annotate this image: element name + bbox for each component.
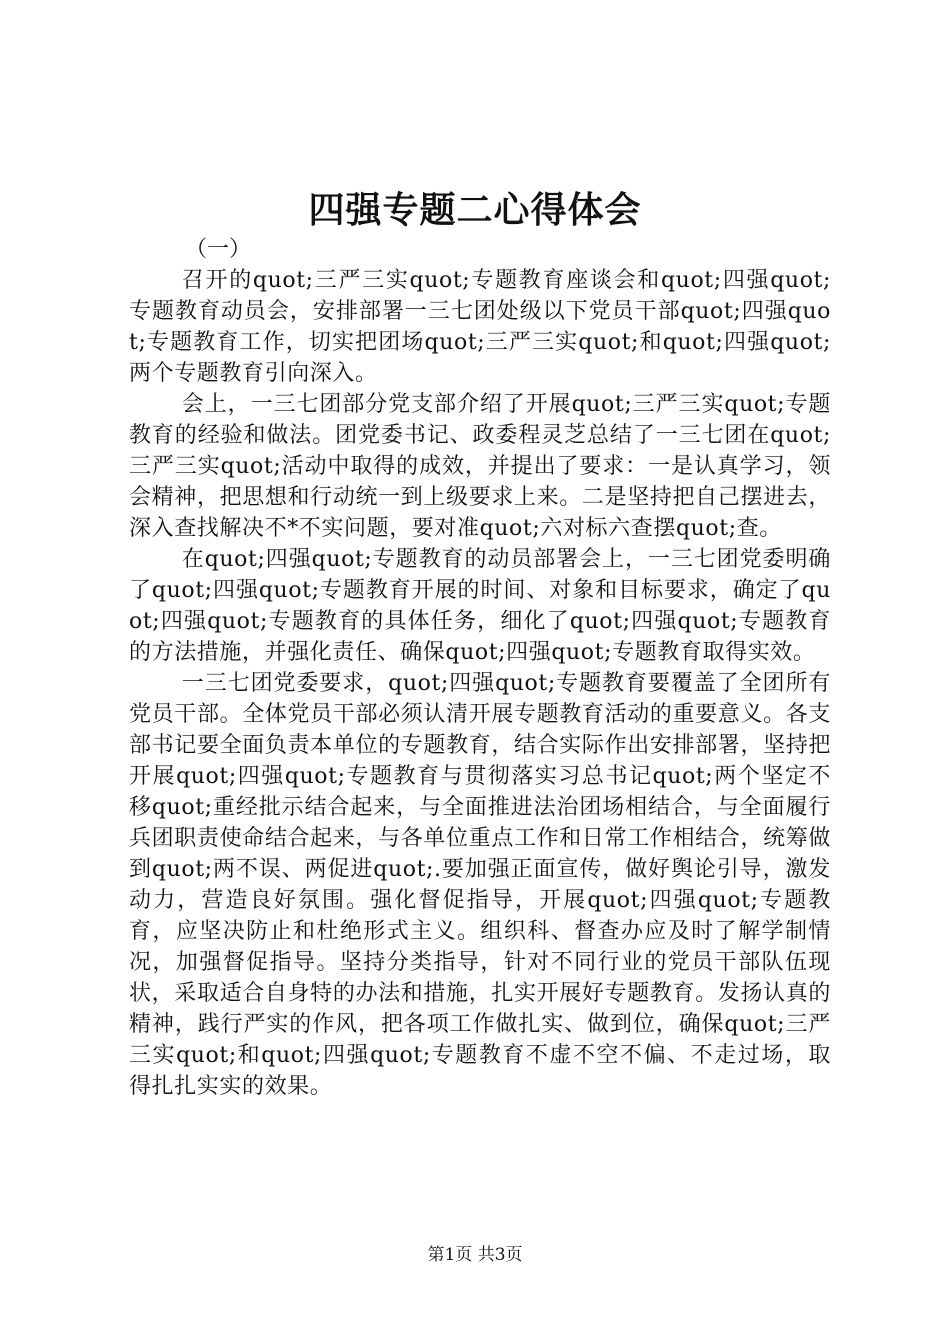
paragraph-4: 一三七团党委要求，quot;四强quot;专题教育要覆盖了全团所有党员干部。全体党员干部必须认清开展专题教育活动的重要意义。各支部书记要全面负责本单位的专题教育，结合实际作出安排部署，坚持把开展quot;四强quot;专题教育与贯彻落实习总书记quot;两个坚定不移quot;重经批示结合起来，与全面推进法治团场相结合，与全面履行兵团职责使命结合起来，与各单位重点工作和日常工作相结合，统筹做到quot;两不误、两促进quot;.要加强正面宣传，做好舆论引导，激发动力，营造良好氛围。强化督促指导，开展quot;四强quot;专题教育，应坚决防止和杜绝形式主义。组织科、督查办应及时了解学制情况，加强督促指导。坚持分类指导，针对不同行业的党员干部队伍现状，采取适合自身特的办法和措施，扎实开展好专题教育。发扬认真的精神，践行严实的作风，把各项工作做扎实、做到位，确保quot;三严三实quot;和quot;四强quot;专题教育不虚不空不偏、不走过场，取得扎扎实实的效果。 [129,671,831,1099]
paragraph-2: 会上，一三七团部分党支部介绍了开展quot;三严三实quot;专题教育的经验和做法。团党委书记、政委程灵芝总结了一三七团在quot;三严三实quot;活动中取得的成效，并提出了要求：一是认真学习，领会精神，把思想和行动统一到上级要求上来。二是坚持把自己摆进去，深入查找解决不*不实问题，要对准quot;六对标六查摆quot;查。 [129,392,831,541]
page-number-footer: 第1页 共3页 [427,1245,523,1265]
document-body [129,234,831,1102]
paragraph-1: 召开的quot;三严三实quot;专题教育座谈会和quot;四强quot;专题教育动员会，安排部署一三七团处级以下党员干部quot;四强quot;专题教育工作，切实把团场quot;三严三实quot;和quot;四强quot;两个专题教育引向深入。 [129,268,831,386]
document-title: 四强专题二心得体会 [308,189,642,231]
section-label: （一） [185,237,252,262]
paragraph-3: 在quot;四强quot;专题教育的动员部署会上，一三七团党委明确了quot;四强quot;专题教育开展的时间、对象和目标要求，确定了quot;四强quot;专题教育的具体任务，细化了quot;四强quot;专题教育的方法措施，并强化责任、确保quot;四强quot;专题教育取得实效。 [129,547,831,665]
